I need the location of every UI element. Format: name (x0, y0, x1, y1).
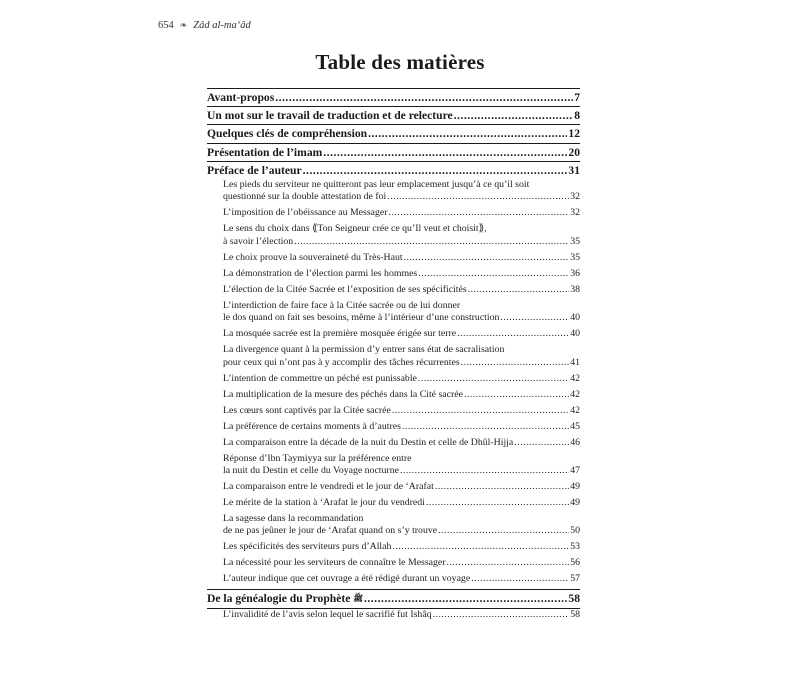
toc-entry-title-text: questionné sur la double attestation de foi (223, 191, 387, 203)
toc-sub-entry (223, 437, 580, 449)
toc-sub-entry (223, 513, 580, 538)
dot-leader (447, 557, 570, 569)
dot-leader (471, 573, 569, 585)
toc-entry-title (223, 557, 446, 569)
toc-entry-title (223, 465, 399, 477)
dot-leader (323, 144, 567, 161)
dot-leader (418, 268, 569, 280)
toc-entry-title (223, 405, 391, 417)
toc-page-number: 20 (568, 145, 580, 159)
toc-entry-title-text: L’élection de la Citée Sacrée et l’exposition de ses spécificités (223, 283, 467, 295)
toc-entry-title (223, 497, 425, 509)
toc-page-number: 31 (568, 163, 580, 177)
toc-page-number: 42 (570, 388, 580, 400)
toc-entry-title (207, 590, 363, 607)
toc-entry-title-text: La comparaison entre la décade de la nuit du Destin et celle de Dhûl-Hijja (223, 436, 514, 448)
toc-sub-entry (223, 389, 580, 401)
toc-entry-title (207, 162, 302, 179)
toc-sub-entry (223, 421, 580, 433)
toc-entry-title-line: Réponse d’Ibn Taymiyya sur la préférence entre (223, 452, 412, 464)
toc-page-number: 56 (570, 557, 580, 569)
toc-sub-entry (223, 328, 580, 340)
toc-main-entry (207, 589, 580, 608)
dot-leader (500, 312, 569, 324)
toc-sub-entry (223, 609, 580, 621)
toc-entry-title (223, 328, 456, 340)
toc-entry-title-line: La sagesse dans la recommandation (223, 512, 364, 524)
dot-leader (303, 162, 568, 179)
toc-entry-title (223, 541, 391, 553)
toc-sub-entry (223, 481, 580, 493)
toc-entry-title-text: Les spécificités des serviteurs purs d’Allah (223, 541, 392, 553)
dot-leader (418, 373, 569, 385)
toc-page-number: 38 (570, 283, 580, 295)
dot-leader (514, 437, 569, 449)
dot-leader (402, 421, 569, 433)
toc-entry-title (223, 573, 470, 585)
toc-entry-title (223, 609, 432, 621)
toc-page-number: 49 (570, 496, 580, 508)
toc-entry-title (223, 191, 386, 203)
dot-leader (468, 284, 570, 296)
toc-entry-title (207, 125, 367, 142)
dot-leader (435, 481, 569, 493)
running-head (158, 20, 251, 31)
toc-sub-entry (223, 268, 580, 280)
toc-sub-entry (223, 207, 580, 219)
dot-leader (404, 252, 570, 264)
toc-page-number: 45 (570, 420, 580, 432)
dot-leader (294, 236, 569, 248)
toc-entry-title-text: La nécessité pour les serviteurs de connaître le Messager (223, 557, 446, 569)
honorific-icon: ﷺ (353, 594, 363, 604)
toc-entry-title-text: La multiplication de la mesure des péchés dans la Cité sacrée (223, 388, 463, 400)
toc-entry-title (223, 284, 467, 296)
toc-page-number: 36 (570, 267, 580, 279)
toc-main-entry (207, 161, 580, 179)
toc-main-entry (207, 88, 580, 106)
toc-sub-entry (223, 300, 580, 325)
toc-entry-title (223, 268, 417, 280)
toc-entry-title-text: de ne pas jeûner le jour de ‘Arafat quand on s’y trouve (223, 525, 438, 537)
page-title: Table des matières (315, 50, 485, 74)
toc-entry-title-text: à savoir l’élection (223, 235, 294, 247)
toc-entry-title (207, 89, 274, 106)
toc-sub-entry (223, 453, 580, 478)
toc-page-number: 47 (570, 464, 580, 476)
toc-entry-title (223, 236, 293, 248)
dot-leader (364, 590, 567, 607)
toc-entry-title-text: Présentation de l’imam (207, 145, 323, 159)
toc-page-number: 57 (570, 573, 580, 585)
dot-leader (400, 465, 569, 477)
toc-sub-entry (223, 284, 580, 296)
toc-page-number: 12 (568, 127, 580, 141)
dot-leader (454, 107, 574, 124)
toc-sub-entry (223, 405, 580, 417)
book-title: Zâd al-ma‘âd (193, 20, 251, 31)
toc-entry-title-text: L’imposition de l’obéissance au Messager (223, 207, 388, 219)
toc-entry-title (223, 525, 437, 537)
toc-page-number: 49 (570, 480, 580, 492)
toc-sub-entry (223, 252, 580, 264)
toc-entry-title-line: Les pieds du serviteur ne quitteront pas leur emplacement jusqu’à ce qu’il soit (223, 178, 530, 190)
toc-entry-title-text: L’auteur indique que cet ouvrage a été rédigé durant un voyage (223, 573, 471, 585)
toc-main-entry (207, 143, 580, 161)
dot-leader (392, 541, 569, 553)
toc-entry-title-text: Un mot sur le travail de traduction et de relecture (207, 109, 453, 123)
toc-page-number: 35 (570, 235, 580, 247)
dot-leader (387, 191, 569, 203)
toc-entry-title-text: Le mérite de la station à ‘Arafat le jour du vendredi (223, 496, 425, 508)
dot-leader (457, 328, 569, 340)
toc-page-number: 41 (570, 356, 580, 368)
toc-page-number: 7 (574, 91, 580, 104)
toc-entry-title (207, 107, 453, 124)
toc-page-number: 35 (570, 251, 580, 263)
dot-leader (433, 609, 570, 621)
toc-main-entry (207, 106, 580, 124)
dot-leader (464, 389, 569, 401)
dot-leader (392, 405, 569, 417)
toc-main-entry (207, 124, 580, 142)
toc-sub-entry (223, 344, 580, 369)
toc-sub-entry (223, 223, 580, 248)
toc-page-number: 40 (570, 328, 580, 340)
toc-entry-title-text: La mosquée sacrée est la première mosquée érigée sur terre (223, 328, 457, 340)
toc-entry-title-text: Quelques clés de compréhension (207, 127, 368, 141)
dot-leader (438, 525, 569, 537)
toc-page-number: 46 (570, 436, 580, 448)
toc-sub-entry (223, 373, 580, 385)
toc-entry-title-text: La démonstration de l’élection parmi les hommes (223, 267, 418, 279)
dot-leader (426, 497, 569, 509)
toc-entry-title-text: la nuit du Destin et celle du Voyage nocturne (223, 464, 399, 476)
toc-entry-title-text: Avant-propos (207, 91, 275, 104)
toc-entry-title (223, 389, 463, 401)
dot-leader (368, 125, 567, 142)
toc-entry-title-line: L’interdiction de faire face à la Citée sacrée ou de lui donner (223, 299, 461, 311)
toc-entry-title-text: La préférence de certains moments à d’autres (223, 420, 401, 432)
toc-entry-title-text: Le choix prouve la souveraineté du Très-Haut (223, 251, 403, 263)
toc-page-number: 53 (570, 541, 580, 553)
page-number: 654 (158, 20, 174, 31)
toc-entry-title-text: Les cœurs sont captivés par la Citée sacrée (223, 404, 391, 416)
toc-entry-title-line: Le sens du choix dans ⟪Ton Seigneur crée ce qu’Il veut et choisit⟫, (223, 223, 487, 235)
toc-page-number: 58 (568, 592, 580, 606)
toc-entry-title (223, 481, 434, 493)
dot-leader (389, 207, 570, 219)
dot-leader (275, 89, 573, 106)
toc-sub-entry (223, 557, 580, 569)
toc-entry-title (223, 421, 401, 433)
toc-page-number: 32 (570, 207, 580, 219)
toc-sub-entry (223, 573, 580, 585)
table-of-contents (207, 88, 580, 625)
toc-sub-entry (223, 179, 580, 204)
toc-entry-title-text: L’invalidité de l’avis selon lequel le sacrifié fut Ishâq (223, 608, 432, 620)
toc-entry-title (223, 357, 460, 369)
toc-page-number: 50 (570, 525, 580, 537)
toc-entry-title-line: La divergence quant à la permission d’y entrer sans état de sacralisation (223, 344, 505, 356)
toc-entry-title-text: le dos quand on fait ses besoins, même à l’intérieur d’une construction (223, 312, 500, 324)
ornament-icon: ❧ (179, 20, 188, 30)
toc-entry-title (223, 207, 388, 219)
toc-page-number: 40 (570, 312, 580, 324)
toc-sub-entry (223, 497, 580, 509)
toc-entry-title (223, 312, 499, 324)
toc-entry-title-text: pour ceux qui n’ont pas à y accomplir des tâches récurrentes (223, 356, 460, 368)
toc-entry-title-text: L’intention de commettre un péché est punissable (223, 372, 417, 384)
toc-page-number: 32 (570, 191, 580, 203)
toc-page-number: 42 (570, 372, 580, 384)
toc-entry-title (223, 437, 513, 449)
toc-entry-title-text: La comparaison entre le vendredi et le jour de ‘Arafat (223, 480, 434, 492)
toc-entry-title-text: De la généalogie du Prophète (207, 592, 351, 606)
toc-page-number: 8 (574, 109, 580, 123)
toc-page-number: 58 (570, 608, 580, 620)
toc-entry-title-text: Préface de l’auteur (207, 163, 302, 177)
dot-leader (461, 357, 570, 369)
toc-entry-title (223, 373, 417, 385)
toc-entry-title (207, 144, 322, 161)
toc-sub-entry (223, 541, 580, 553)
toc-page-number: 42 (570, 404, 580, 416)
toc-entry-title (223, 252, 403, 264)
